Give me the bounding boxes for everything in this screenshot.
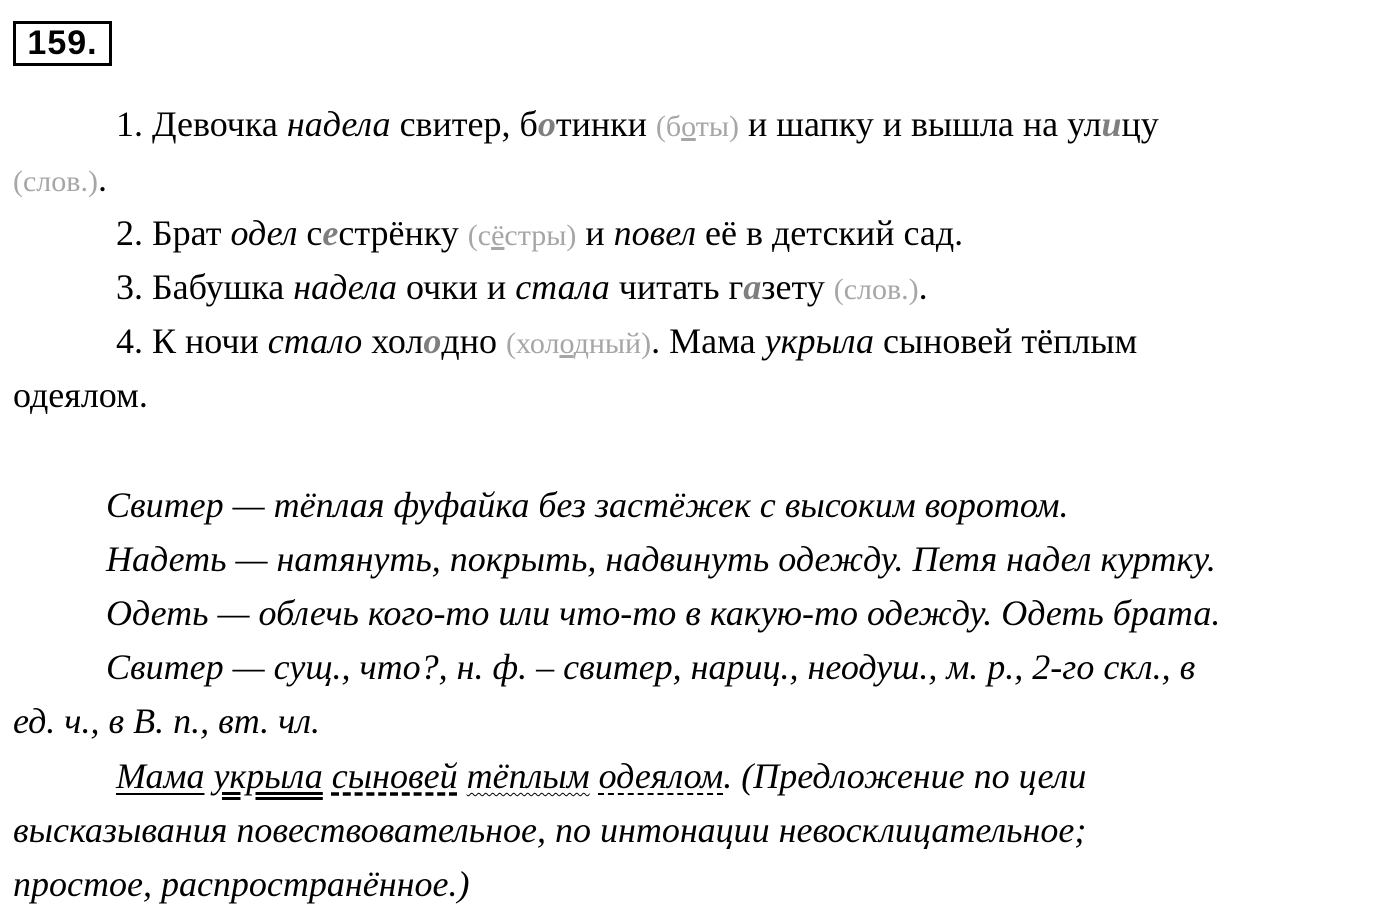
subject-word: Мама	[116, 756, 205, 796]
exercise-number: 159.	[13, 21, 112, 66]
syntax-parse-line-1: Мама укрыла сыновей тёплым одеялом. (Предложение по цели	[116, 756, 1087, 796]
sentence-3: 3. Бабушка надела очки и стала читать газету (слов.).	[116, 267, 928, 307]
sentence-1-line-1: 1. Девочка надела свитер, ботинки (боты) и шапку и вышла на улицу	[116, 104, 1159, 144]
sentence-2: 2. Брат одел сестрёнку (сёстры) и повел её в детский сад.	[116, 213, 964, 253]
check-word: (сёстры)	[467, 219, 577, 252]
morph-analysis-line-1: Свитер — сущ., что?, н. ф. – свитер, нариц., неодуш., м. р., 2-го скл., в	[106, 647, 1196, 687]
sentence-4-line-1: 4. К ночи стало холодно (холодный). Мама укрыла сыновей тёплым	[116, 321, 1138, 361]
syntax-parse-line-3: простое, распространённое.)	[13, 864, 470, 904]
sentence-4-line-2: одеялом.	[13, 375, 148, 415]
sentence-1-line-2: (слов.).	[13, 159, 107, 199]
check-word: (боты)	[655, 110, 740, 143]
definition-odet: Одеть — облечь кого-то или что-то в какую-то одежду. Одеть брата.	[106, 593, 1221, 633]
attribute-word: тёплым	[466, 756, 590, 796]
predicate-word: укрыла	[213, 756, 323, 796]
check-word: (холодный)	[506, 327, 652, 360]
object-word: сыновей	[331, 756, 458, 796]
object-word-2: одеялом	[598, 756, 724, 796]
definition-sviter: Свитер — тёплая фуфайка без застёжек с высоким воротом.	[106, 485, 1069, 525]
morph-analysis-line-2: ед. ч., в В. п., вт. чл.	[13, 701, 321, 741]
syntax-parse-line-2: высказывания повествовательное, по интонации невосклицательное;	[13, 810, 1087, 850]
definition-nadet: Надеть — натянуть, покрыть, надвинуть одежду. Петя надел куртку.	[106, 539, 1216, 579]
